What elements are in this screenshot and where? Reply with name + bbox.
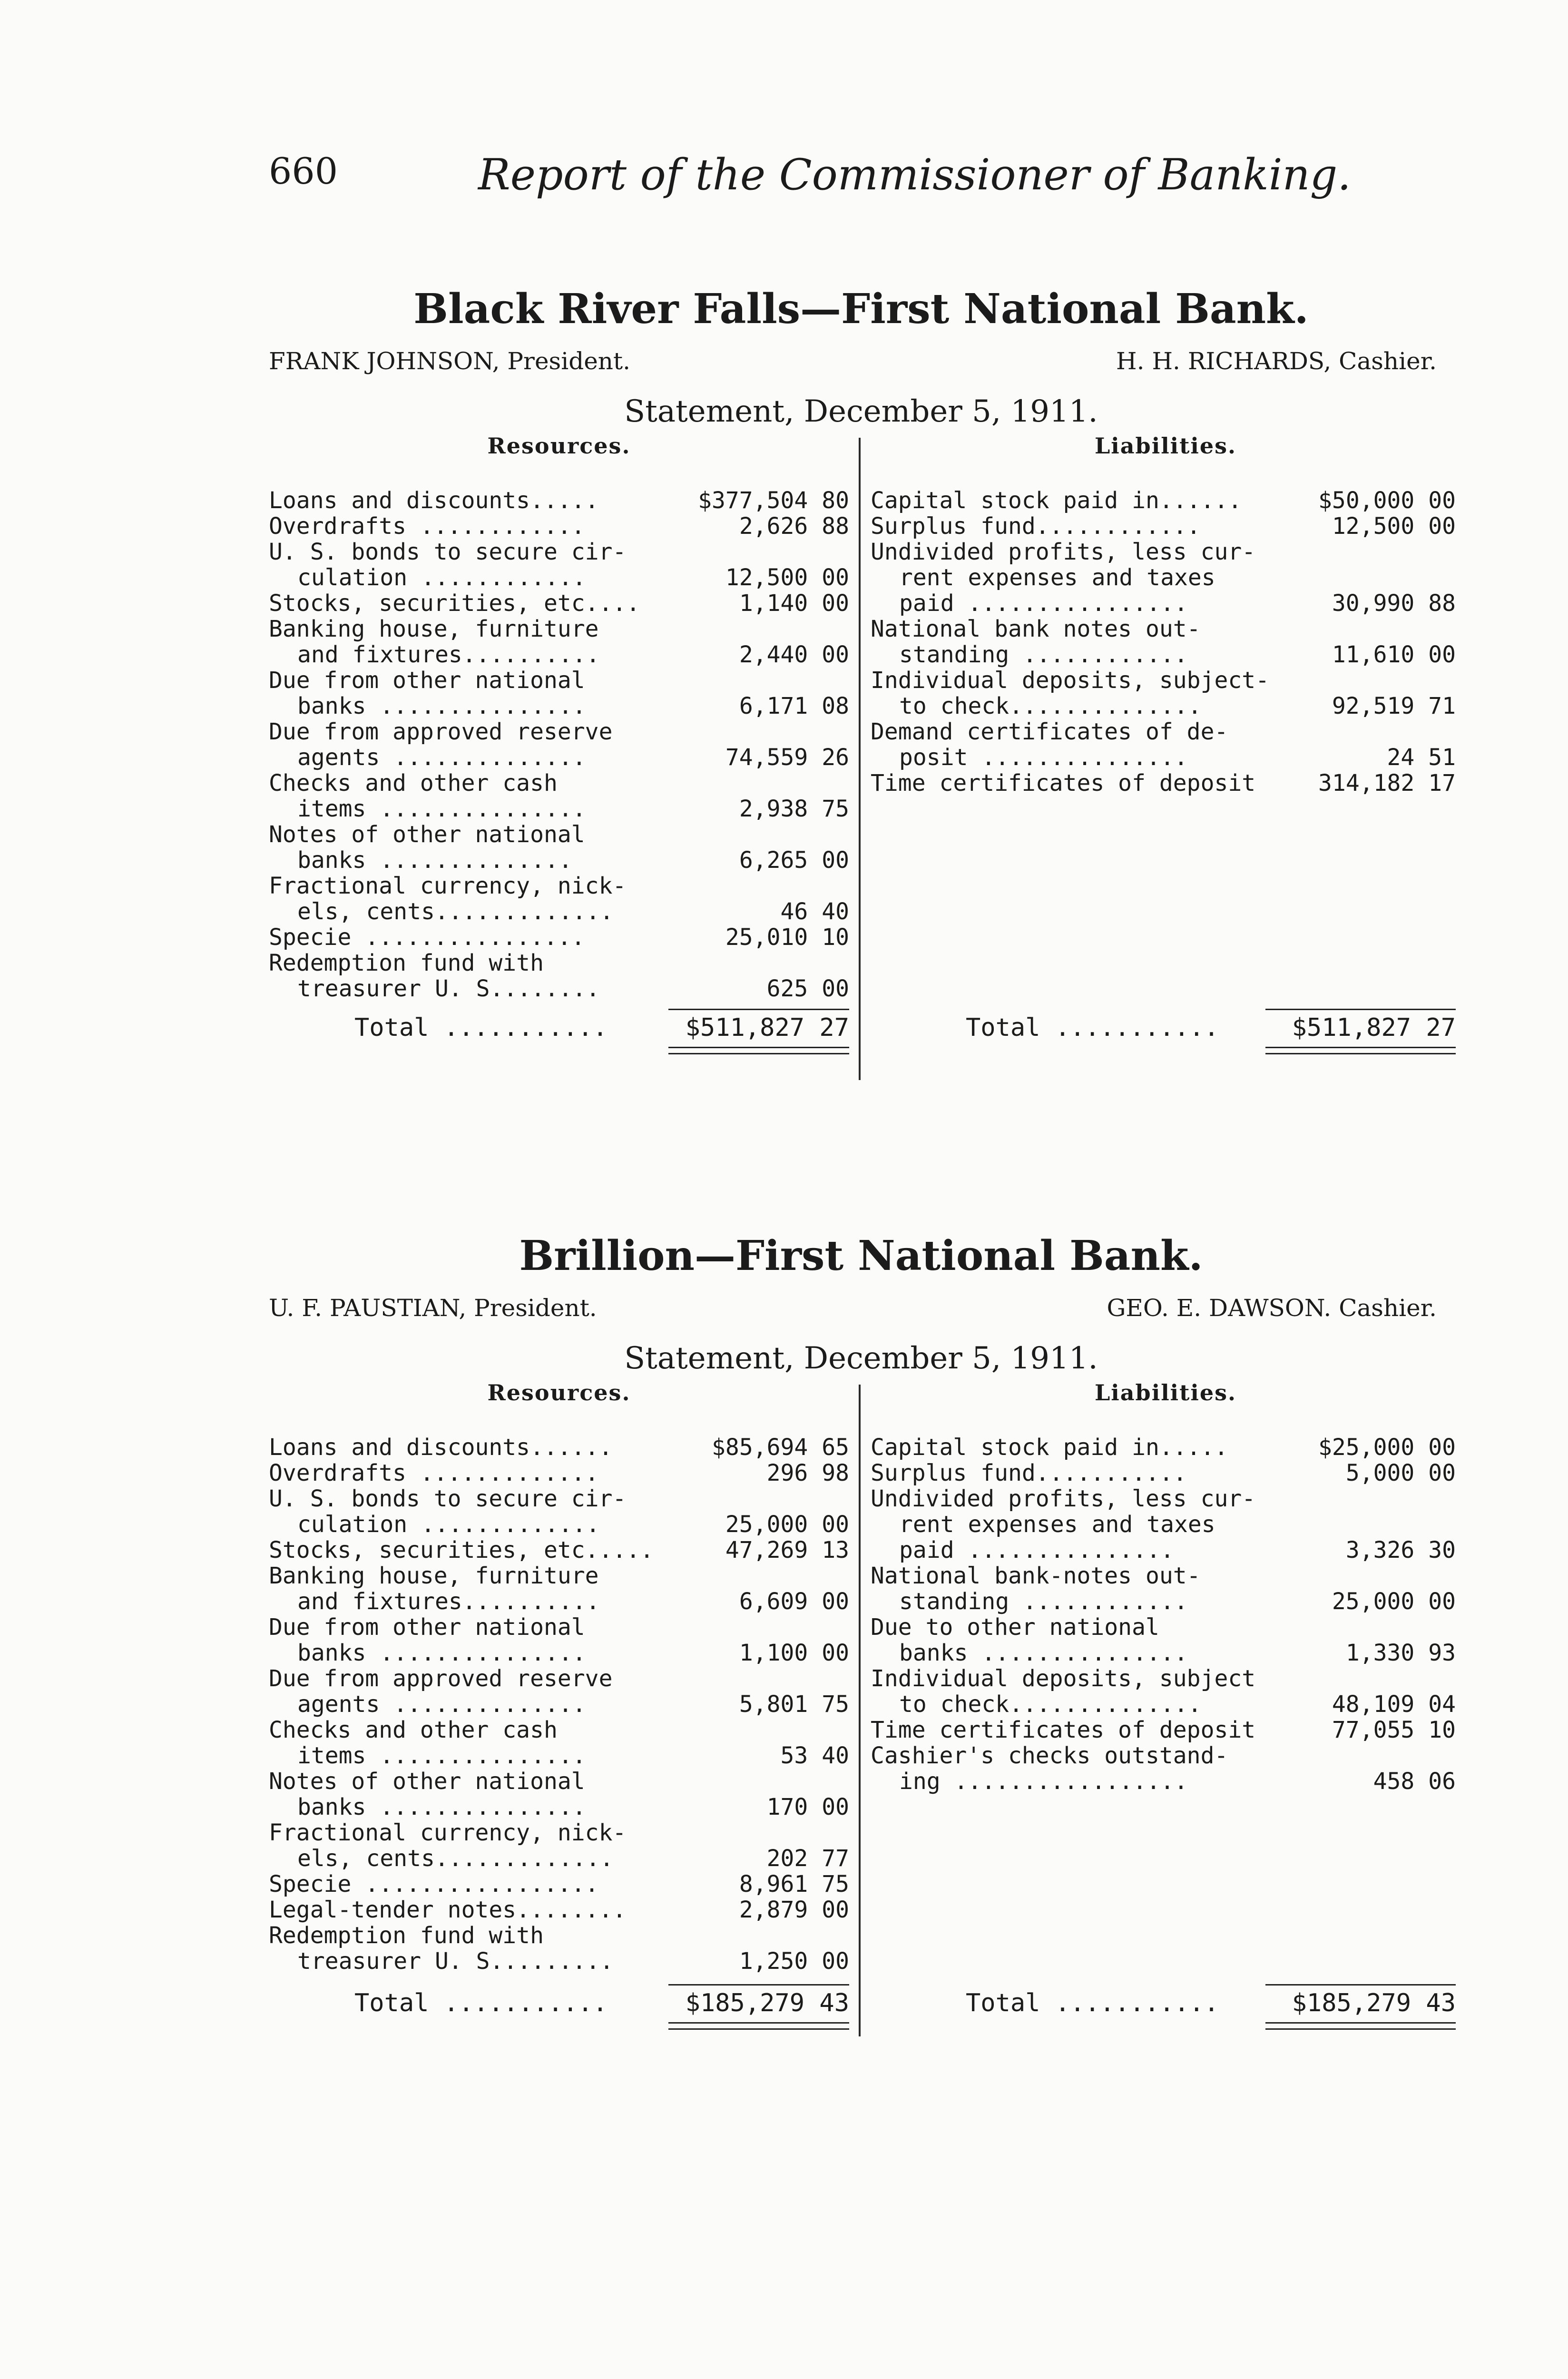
line-item	[269, 1589, 849, 1614]
line-item	[269, 693, 849, 719]
line-item-amount: 1,330 93	[1345, 1640, 1456, 1666]
line-item	[269, 616, 849, 642]
line-item-label: standing ............	[899, 1588, 1188, 1615]
line-item	[871, 1435, 1456, 1460]
line-item	[871, 565, 1456, 590]
line-item-amount: $85,694 65	[712, 1434, 849, 1461]
line-item-amount: 74,559 26	[725, 744, 849, 771]
line-item-label: banks ...............	[899, 1640, 1188, 1666]
line-item-amount: 625 00	[766, 975, 849, 1002]
total-label: Total ...........	[966, 1013, 1219, 1042]
line-item-label: Banking house, furniture	[269, 616, 599, 642]
line-item-label: agents ..............	[297, 744, 586, 771]
line-item-label: Individual deposits, subject	[871, 1665, 1256, 1692]
line-item-label: posit ...............	[899, 744, 1188, 771]
line-item	[871, 1769, 1456, 1794]
total-amount: $185,279 43	[1292, 1989, 1456, 2017]
total-rule	[668, 1984, 849, 1986]
column-divider	[859, 438, 861, 1080]
line-item	[269, 899, 849, 924]
line-item	[269, 1743, 849, 1769]
line-item-label: items ...............	[297, 796, 586, 822]
total-row	[871, 1989, 1456, 2017]
column-divider	[859, 1385, 861, 2036]
line-item-amount: 1,100 00	[739, 1640, 849, 1666]
line-item	[269, 1846, 849, 1871]
line-item	[269, 1563, 849, 1589]
president: FRANK JOHNSON, President.	[269, 347, 630, 375]
line-item	[269, 976, 849, 1002]
line-item	[871, 745, 1456, 770]
line-item	[269, 1512, 849, 1537]
line-item-label: els, cents.............	[297, 1845, 614, 1872]
total-row	[871, 1013, 1456, 1042]
line-item-amount: $377,504 80	[698, 487, 849, 514]
line-item-amount: 30,990 88	[1332, 590, 1456, 617]
line-item-label: Overdrafts ............	[269, 513, 585, 540]
line-item-amount: 92,519 71	[1332, 693, 1456, 719]
line-item	[871, 539, 1456, 565]
line-item-label: Due from other national	[269, 667, 585, 694]
line-item-label: Legal-tender notes........	[269, 1897, 627, 1923]
line-item-amount: 3,326 30	[1345, 1537, 1456, 1563]
double-rule	[668, 2022, 849, 2030]
line-item-label: Undivided profits, less cur-	[871, 1485, 1256, 1512]
line-item-amount: 77,055 10	[1332, 1717, 1456, 1743]
running-title: Report of the Commissioner of Banking.	[478, 150, 1351, 200]
line-item-label: Specie ................	[269, 924, 585, 951]
line-item-label: to check..............	[899, 1691, 1202, 1718]
line-item	[269, 642, 849, 668]
line-item	[269, 565, 849, 590]
resources-list	[269, 1435, 849, 1974]
line-item-amount: 5,000 00	[1345, 1460, 1456, 1486]
line-item	[269, 822, 849, 847]
page-header	[269, 136, 1411, 202]
line-item-label: Fractional currency, nick-	[269, 1819, 627, 1846]
total-amount: $511,827 27	[1292, 1013, 1456, 1042]
line-item-label: paid ...............	[899, 1537, 1174, 1563]
line-item-amount: 1,250 00	[739, 1948, 849, 1975]
balance-sheet	[266, 433, 1456, 1147]
line-item-amount: 25,000 00	[1332, 1588, 1456, 1615]
line-item	[269, 590, 849, 616]
line-item	[269, 770, 849, 796]
line-item	[871, 488, 1456, 513]
line-item-amount: 296 98	[766, 1460, 849, 1486]
line-item-label: Due to other national	[871, 1614, 1159, 1641]
line-item	[871, 1589, 1456, 1614]
cashier: GEO. E. DAWSON. Cashier.	[1107, 1294, 1437, 1322]
line-item	[269, 1460, 849, 1486]
line-item-label: treasurer U. S.........	[297, 1948, 614, 1975]
line-item-label: National bank notes out-	[871, 616, 1201, 642]
line-item	[269, 745, 849, 770]
line-item	[871, 1537, 1456, 1563]
line-item-label: culation .............	[297, 1511, 600, 1538]
line-item-amount: 458 06	[1373, 1768, 1456, 1795]
resources-heading: Resources.	[487, 1380, 631, 1406]
line-item-label: Specie .................	[269, 1871, 599, 1897]
statement-date: Statement, December 5, 1911.	[624, 394, 1098, 429]
line-item	[269, 1486, 849, 1512]
total-label: Total ...........	[966, 1989, 1219, 2017]
line-item-amount: 6,171 08	[739, 693, 849, 719]
line-item	[871, 693, 1456, 719]
total-label: Total ...........	[354, 1989, 608, 2017]
line-item-amount: 12,500 00	[1332, 513, 1456, 540]
line-item-label: to check..............	[899, 693, 1202, 719]
line-item	[269, 950, 849, 976]
line-item-amount: 12,500 00	[725, 564, 849, 591]
line-item-label: Redemption fund with	[269, 1922, 544, 1949]
line-item-label: culation ............	[297, 564, 586, 591]
line-item-amount: $50,000 00	[1318, 487, 1456, 514]
total-amount: $185,279 43	[685, 1989, 849, 2017]
officers	[266, 338, 1456, 390]
line-item-label: Due from approved reserve	[269, 1665, 613, 1692]
line-item	[269, 513, 849, 539]
line-item-label: Notes of other national	[269, 821, 585, 848]
line-item-amount: 314,182 17	[1318, 770, 1456, 796]
line-item-label: treasurer U. S........	[297, 975, 600, 1002]
line-item	[871, 1512, 1456, 1537]
resources-total	[269, 1984, 849, 2060]
line-item-label: els, cents.............	[297, 898, 614, 925]
line-item-label: Notes of other national	[269, 1768, 585, 1795]
line-item	[269, 1948, 849, 1974]
line-item-amount: 53 40	[780, 1742, 849, 1769]
liabilities-list	[871, 488, 1456, 796]
bank-statement-brillion	[266, 1228, 1456, 2103]
line-item	[871, 642, 1456, 668]
line-item-label: Surplus fund...........	[871, 1460, 1187, 1486]
line-item	[269, 1537, 849, 1563]
officers	[266, 1285, 1456, 1337]
total-rule	[668, 1009, 849, 1010]
bank-title: Black River Falls—First National Bank.	[413, 285, 1309, 333]
line-item-label: Loans and discounts......	[269, 1434, 613, 1461]
line-item-label: Stocks, securities, etc.....	[269, 1537, 654, 1563]
line-item	[871, 1486, 1456, 1512]
total-amount: $511,827 27	[685, 1013, 849, 1042]
line-item	[871, 668, 1456, 693]
line-item-label: Stocks, securities, etc....	[269, 590, 640, 617]
line-item-label: Individual deposits, subject-	[871, 667, 1270, 694]
line-item-label: Checks and other cash	[269, 770, 558, 796]
line-item	[871, 770, 1456, 796]
line-item	[871, 1614, 1456, 1640]
line-item	[871, 1563, 1456, 1589]
line-item-amount: 11,610 00	[1332, 641, 1456, 668]
resources-total	[269, 1009, 849, 1085]
liabilities-heading: Liabilities.	[1094, 1380, 1237, 1406]
line-item-label: and fixtures..........	[297, 641, 600, 668]
line-item-amount: 25,010 10	[725, 924, 849, 951]
line-item	[269, 796, 849, 822]
line-item	[269, 924, 849, 950]
liabilities-heading: Liabilities.	[1094, 433, 1237, 459]
line-item	[871, 616, 1456, 642]
line-item	[269, 1794, 849, 1820]
line-item	[269, 1717, 849, 1743]
line-item-label: rent expenses and taxes	[899, 1511, 1215, 1538]
line-item	[871, 1743, 1456, 1769]
line-item	[269, 1640, 849, 1666]
line-item-label: standing ............	[899, 641, 1188, 668]
line-item	[269, 1897, 849, 1923]
resources-heading: Resources.	[487, 433, 631, 459]
line-item-amount: 170 00	[766, 1794, 849, 1820]
line-item-label: Time certificates of deposit	[871, 770, 1256, 796]
line-item-label: U. S. bonds to secure cir-	[269, 1485, 627, 1512]
total-rule	[1265, 1984, 1456, 1986]
line-item-label: banks ...............	[297, 693, 586, 719]
line-item-label: Capital stock paid in.....	[871, 1434, 1228, 1461]
cashier: H. H. RICHARDS, Cashier.	[1116, 347, 1437, 375]
line-item-amount: 24 51	[1387, 744, 1456, 771]
line-item-label: Overdrafts .............	[269, 1460, 599, 1486]
line-item-label: banks ...............	[297, 1640, 586, 1666]
line-item-amount: 6,609 00	[739, 1588, 849, 1615]
line-item-amount: 5,801 75	[739, 1691, 849, 1718]
line-item-amount: 48,109 04	[1332, 1691, 1456, 1718]
line-item-label: Cashier's checks outstand-	[871, 1742, 1228, 1769]
bank-title: Brillion—First National Bank.	[519, 1232, 1203, 1280]
line-item-amount: 2,938 75	[739, 796, 849, 822]
line-item-label: Checks and other cash	[269, 1717, 558, 1743]
line-item-amount: 25,000 00	[725, 1511, 849, 1538]
line-item-label: Loans and discounts.....	[269, 487, 599, 514]
line-item-amount: 2,626 88	[739, 513, 849, 540]
line-item	[871, 590, 1456, 616]
line-item-amount: 8,961 75	[739, 1871, 849, 1897]
line-item-amount: 46 40	[780, 898, 849, 925]
double-rule	[668, 1047, 849, 1054]
line-item-label: Redemption fund with	[269, 950, 544, 976]
total-rule	[1265, 1009, 1456, 1010]
line-item	[269, 1435, 849, 1460]
line-item	[269, 1769, 849, 1794]
line-item-amount: 2,879 00	[739, 1897, 849, 1923]
line-item-label: Surplus fund............	[871, 513, 1201, 540]
line-item-label: paid ................	[899, 590, 1188, 617]
line-item-label: Due from other national	[269, 1614, 585, 1641]
president: U. F. PAUSTIAN, President.	[269, 1294, 597, 1322]
line-item-label: rent expenses and taxes	[899, 564, 1215, 591]
line-item-label: National bank-notes out-	[871, 1563, 1201, 1589]
line-item	[871, 1666, 1456, 1691]
page-number: 660	[269, 150, 338, 192]
line-item-label: Due from approved reserve	[269, 718, 613, 745]
line-item	[269, 1614, 849, 1640]
liabilities-list	[871, 1435, 1456, 1794]
line-item-amount: 1,140 00	[739, 590, 849, 617]
line-item	[269, 539, 849, 565]
line-item	[269, 1871, 849, 1897]
liabilities-total	[871, 1009, 1456, 1085]
line-item-label: Demand certificates of de-	[871, 718, 1228, 745]
line-item-label: Undivided profits, less cur-	[871, 539, 1256, 565]
line-item-amount: 6,265 00	[739, 847, 849, 874]
line-item-label: Capital stock paid in......	[871, 487, 1242, 514]
line-item-label: banks ...............	[297, 1794, 586, 1820]
line-item	[269, 1923, 849, 1948]
resources-list	[269, 488, 849, 1002]
line-item	[269, 1820, 849, 1846]
total-row	[269, 1989, 849, 2017]
line-item-label: Time certificates of deposit	[871, 1717, 1256, 1743]
line-item	[269, 847, 849, 873]
line-item	[269, 668, 849, 693]
double-rule	[1265, 2022, 1456, 2030]
line-item	[269, 1666, 849, 1691]
total-label: Total ...........	[354, 1013, 608, 1042]
line-item	[269, 719, 849, 745]
line-item	[871, 1691, 1456, 1717]
line-item-label: items ...............	[297, 1742, 586, 1769]
line-item-label: banks ..............	[297, 847, 572, 874]
line-item	[871, 719, 1456, 745]
line-item-amount: $25,000 00	[1318, 1434, 1456, 1461]
line-item	[871, 513, 1456, 539]
line-item-amount: 202 77	[766, 1845, 849, 1872]
line-item	[871, 1460, 1456, 1486]
line-item-label: and fixtures..........	[297, 1588, 600, 1615]
bank-statement-black-river-falls	[266, 281, 1456, 1147]
line-item	[871, 1717, 1456, 1743]
total-row	[269, 1013, 849, 1042]
balance-sheet	[266, 1380, 1456, 2103]
line-item	[269, 873, 849, 899]
line-item-label: Banking house, furniture	[269, 1563, 599, 1589]
liabilities-total	[871, 1984, 1456, 2060]
line-item-label: U. S. bonds to secure cir-	[269, 539, 627, 565]
line-item	[269, 488, 849, 513]
double-rule	[1265, 1047, 1456, 1054]
statement-date: Statement, December 5, 1911.	[624, 1341, 1098, 1376]
line-item-label: agents ..............	[297, 1691, 586, 1718]
line-item-label: Fractional currency, nick-	[269, 873, 627, 899]
line-item	[871, 1640, 1456, 1666]
line-item-amount: 2,440 00	[739, 641, 849, 668]
line-item-amount: 47,269 13	[725, 1537, 849, 1563]
line-item	[269, 1691, 849, 1717]
line-item-label: ing .................	[899, 1768, 1188, 1795]
